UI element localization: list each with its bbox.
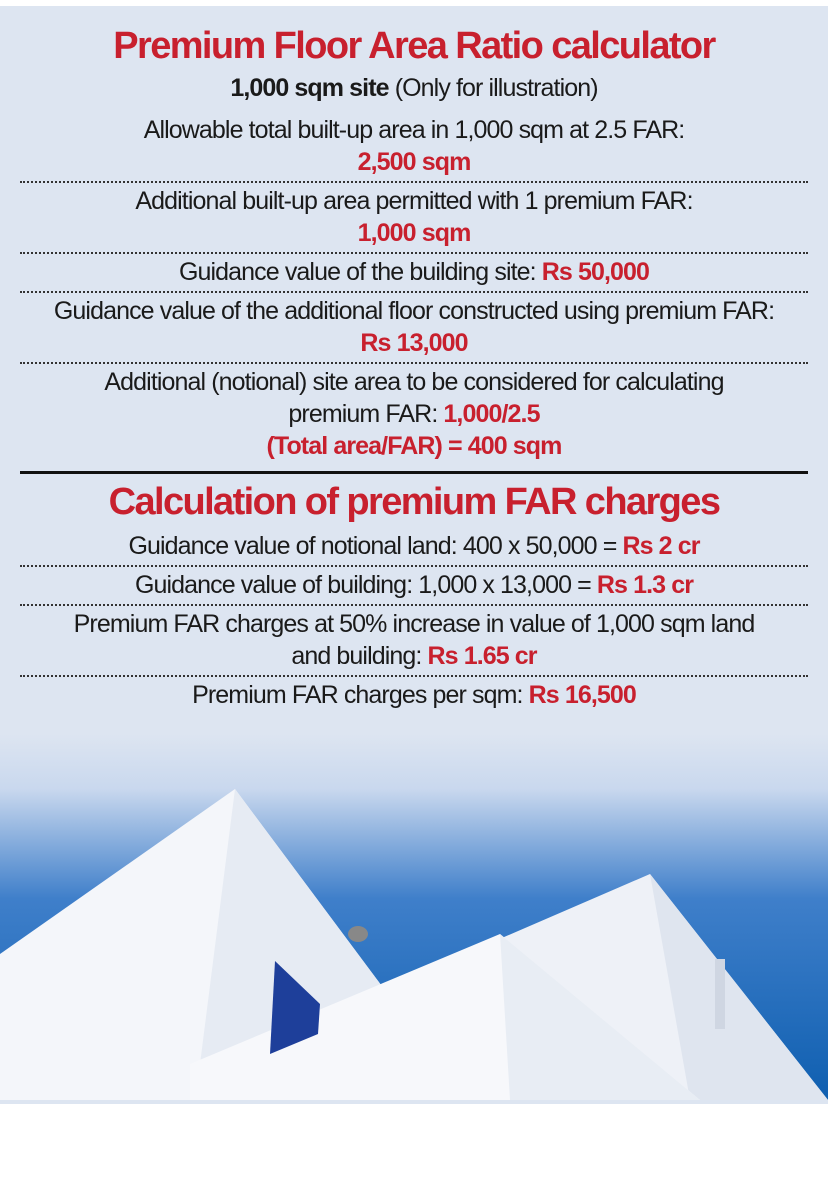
row-text: Additional built-up area permitted with 1 premium FAR: <box>135 187 693 215</box>
infographic-content <box>0 6 828 714</box>
wall-lamp <box>348 926 368 942</box>
main-title: Premium Floor Area Ratio calculator <box>113 25 715 67</box>
slit-window <box>715 959 725 1029</box>
row-text: Guidance value of building: 1,000 x 13,000 = <box>134 571 591 599</box>
calc-row <box>20 183 808 254</box>
calc-row <box>20 364 808 465</box>
charge-row <box>20 567 808 606</box>
building-photo <box>0 734 828 1100</box>
row-value: Rs 13,000 <box>360 329 468 357</box>
row-text: Premium FAR charges per sqm: <box>192 681 523 709</box>
row-value: Rs 1.3 cr <box>596 571 694 599</box>
charge-row <box>20 528 808 567</box>
row-text: Allowable total built-up area in 1,000 sqm at 2.5 FAR: <box>143 116 685 144</box>
row-value: Rs 16,500 <box>528 681 636 709</box>
row-text: Premium FAR charges at 50% increase in value of 1,000 sqm land and building: <box>73 610 755 670</box>
row-text: Guidance value of the additional floor constructed using premium FAR: <box>53 297 775 325</box>
subtitle-bold: 1,000 sqm site <box>230 74 389 102</box>
section-divider <box>20 471 808 474</box>
row-text: Guidance value of notional land: 400 x 50,000 = <box>128 532 617 560</box>
row-value: 2,500 sqm <box>357 148 471 176</box>
calc-row <box>20 112 808 183</box>
charge-row <box>20 677 808 714</box>
row-value-2: (Total area/FAR) = 400 sqm <box>266 432 562 460</box>
row-value: 1,000 sqm <box>357 219 471 247</box>
row-text: Additional (notional) site area to be considered for calculating premium FAR: <box>104 368 724 428</box>
row-text: Guidance value of the building site: <box>178 258 536 286</box>
row-value: 1,000/2.5 <box>443 400 540 428</box>
charge-row <box>20 606 808 677</box>
infographic-panel <box>0 6 828 1104</box>
subtitle-note: (Only for illustration) <box>394 74 598 102</box>
calc-row <box>20 293 808 364</box>
row-value: Rs 50,000 <box>541 258 650 286</box>
section-title: Calculation of premium FAR charges <box>108 481 720 523</box>
row-value: Rs 1.65 cr <box>427 642 537 670</box>
row-value: Rs 2 cr <box>622 532 700 560</box>
calc-row <box>20 254 808 293</box>
subtitle <box>20 72 808 104</box>
